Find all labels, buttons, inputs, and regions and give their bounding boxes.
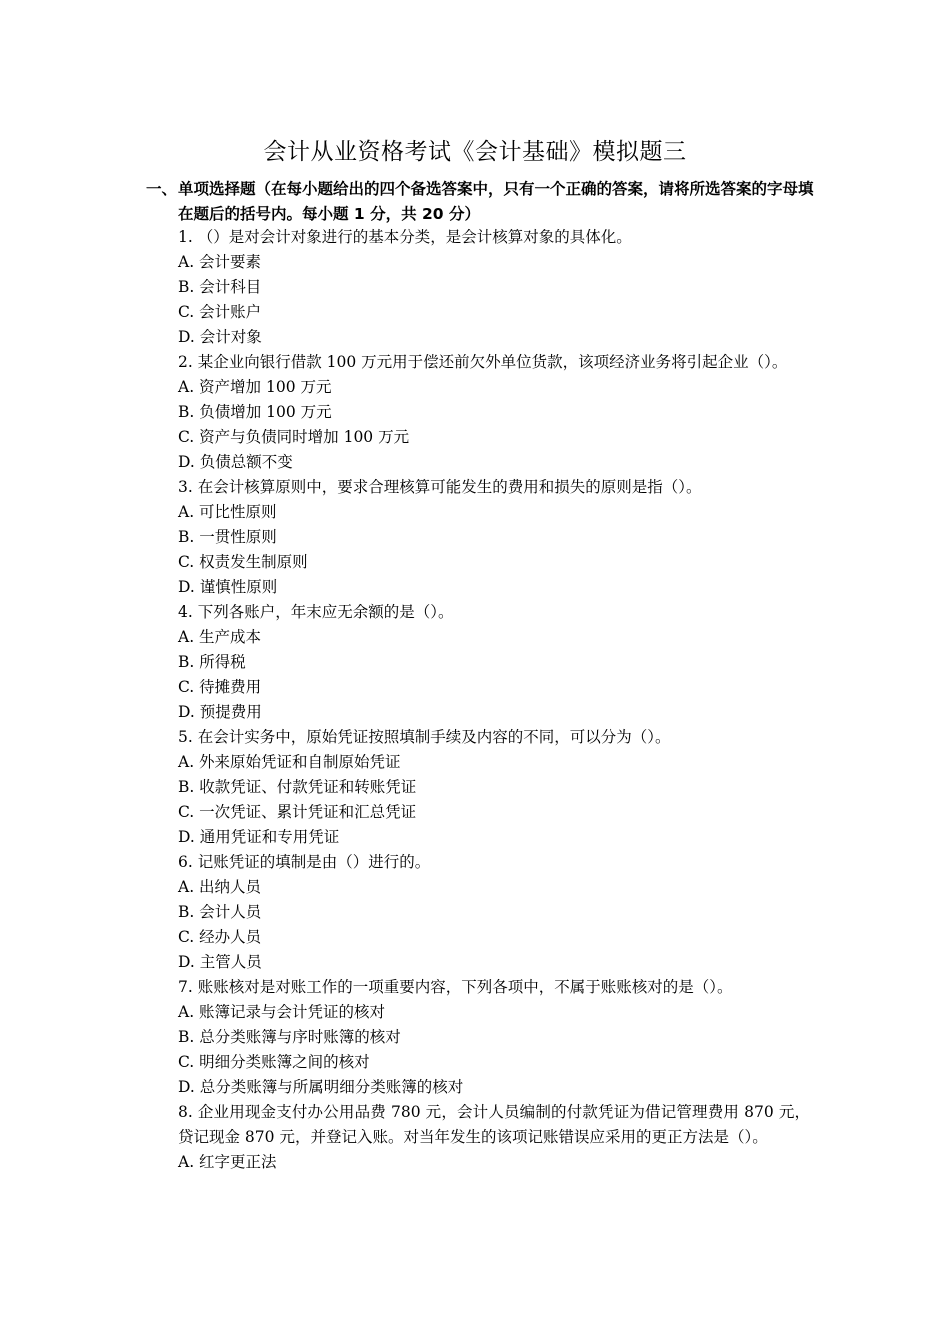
question-option: A. 资产增加 100 万元 [178, 378, 332, 396]
question-option: B. 一贯性原则 [178, 528, 277, 546]
question-option: A. 账簿记录与会计凭证的核对 [178, 1003, 386, 1021]
question-option: A. 出纳人员 [178, 878, 262, 896]
question-stem: 5. 在会计实务中，原始凭证按照填制手续及内容的不同，可以分为（）。 [178, 728, 671, 746]
question-option: C. 一次凭证、累计凭证和汇总凭证 [178, 803, 417, 821]
question-stem: 7. 账账核对是对账工作的一项重要内容，下列各项中，不属于账账核对的是（）。 [178, 978, 733, 996]
question-option: A. 外来原始凭证和自制原始凭证 [178, 753, 401, 771]
question-stem: 1. （）是对会计对象进行的基本分类，是会计核算对象的具体化。 [178, 228, 632, 246]
question-option: D. 负债总额不变 [178, 453, 293, 471]
question-option: D. 谨慎性原则 [178, 578, 278, 596]
question-option: A. 可比性原则 [178, 503, 277, 521]
question-option: D. 通用凭证和专用凭证 [178, 828, 340, 846]
question-option: B. 收款凭证、付款凭证和转账凭证 [178, 778, 417, 796]
question-option: C. 权责发生制原则 [178, 553, 308, 571]
question-option: A. 生产成本 [178, 628, 262, 646]
question-option: B. 会计人员 [178, 903, 262, 921]
question-option: B. 总分类账簿与序时账簿的核对 [178, 1028, 401, 1046]
question-option: D. 会计对象 [178, 328, 262, 346]
section-heading [146, 177, 816, 227]
section-heading-text: 单项选择题（在每小题给出的四个备选答案中，只有一个正确的答案，请将所选答案的字母填在题后的括号内。每小题 1 分，共 20 分） [178, 180, 814, 223]
question-option: C. 资产与负债同时增加 100 万元 [178, 428, 410, 446]
question-option: B. 所得税 [178, 653, 246, 671]
question-option: A. 红字更正法 [178, 1153, 277, 1171]
question-option: B. 负债增加 100 万元 [178, 403, 332, 421]
question-stem: 3. 在会计核算原则中，要求合理核算可能发生的费用和损失的原则是指（）。 [178, 478, 702, 496]
question-option: B. 会计科目 [178, 278, 262, 296]
question-option: C. 经办人员 [178, 928, 262, 946]
question-stem: 6. 记账凭证的填制是由（）进行的。 [178, 853, 431, 871]
question-stem: 8. 企业用现金支付办公用品费 780 元，会计人员编制的付款凭证为借记管理费用 870 元，贷记现金 870 元，并登记入账。对当年发生的该项记账错误应采用的更正方法是（）。 [178, 1103, 810, 1146]
question-option: D. 预提费用 [178, 703, 262, 721]
question-stem: 2. 某企业向银行借款 100 万元用于偿还前欠外单位货款，该项经济业务将引起企业（）。 [178, 353, 788, 371]
document-title: 会计从业资格考试《会计基础》模拟题三 [263, 139, 687, 165]
question-option: A. 会计要素 [178, 253, 262, 271]
question-option: D. 总分类账簿与所属明细分类账簿的核对 [178, 1078, 464, 1096]
question-list [178, 225, 810, 1175]
question-stem: 4. 下列各账户，年末应无余额的是（）。 [178, 603, 454, 621]
question-option: C. 明细分类账簿之间的核对 [178, 1053, 370, 1071]
section-number: 一、 [146, 180, 178, 198]
question-option: D. 主管人员 [178, 953, 262, 971]
question-option: C. 会计账户 [178, 303, 262, 321]
question-option: C. 待摊费用 [178, 678, 262, 696]
